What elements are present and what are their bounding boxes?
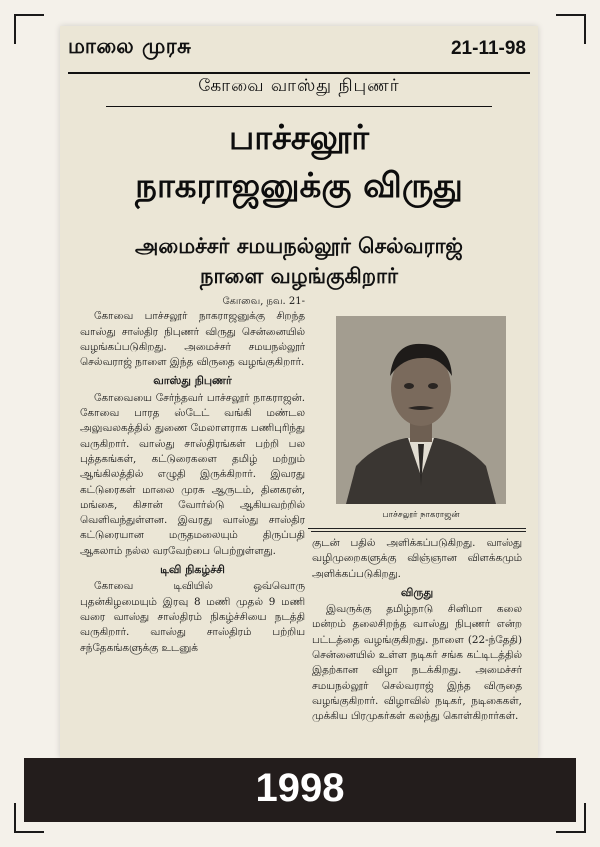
article-paragraph-1: கோவை பாச்சலூர் நாகராஜனுக்கு சிறந்த வாஸ்து சாஸ்திர நிபுணர் விருது சென்னையில் வழங்கப்படுகிறது. அமைச்சர் சமயநல்லூர் செல்வராஜ் நாளை இந்த விருதை வழங்குகிறார். <box>80 310 305 369</box>
headline-line-1: பாச்சலூர் <box>228 118 370 158</box>
portrait-photo <box>336 316 506 504</box>
newspaper-clipping <box>60 26 538 758</box>
column-rule <box>308 528 526 529</box>
headline-line-2: நாகராஜனுக்கு விருது <box>135 166 463 206</box>
dateline: கோவை, நவ. 21- <box>222 296 305 307</box>
column-rule-inner <box>311 531 526 532</box>
article-paragraph-4: குடன் பதில் அளிக்கப்படுகிறது. வாஸ்து வழிமுறைகளுக்கு விஞ்ஞான விளக்கமும் அளிக்கப்படுகிறது. <box>312 537 522 580</box>
frame-corner-top-right <box>556 14 586 44</box>
kicker-rule <box>106 106 492 107</box>
portrait-image <box>336 316 506 504</box>
article-column-left <box>80 294 305 756</box>
subheadline-line-1: அமைச்சர் சமயநல்லூர் செல்வராஜ் <box>135 234 463 258</box>
newspaper-name: மாலை முரசு <box>68 34 192 58</box>
article-column-right <box>312 536 522 758</box>
publication-date: 21-11-98 <box>450 38 526 59</box>
subheadline-line-2: நாளை வழங்குகிறார் <box>200 264 398 288</box>
article-paragraph-2: கோவையை சேர்ந்தவர் பாச்சலூர் நாகராஜன். கோவை பாரத ஸ்டேட் வங்கி மண்டல அலுவலகத்தில் துணை மேலாளராக பணிபுரிந்து வருகிறார். வாஸ்து சாஸ்திரங்கள் பற்றி பல புத்தகங்கள், கட்டுரைகளை தமிழ் மற்றும் ஆங்கிலத்தில் எழுதி இருக்கிறார். இவரது கட்டுரைகள் மாலை முரசு ஆருடம், தினகரன், மங்கை, கிசான் வோர்ல்டு ஆகியவற்றில் வெளிவந்துள்ளன. இவரது வாஸ்து சாஸ்திர கட்டுரையான மருதமலையும் திருப்பதி ஆகலாம் நல்ல வரவேற்பை பெற்றுள்ளது. <box>80 391 305 557</box>
frame-corner-top-left <box>14 14 44 44</box>
year-label: 1998 <box>255 766 345 810</box>
article-paragraph-3: கோவை டிவியில் ஒவ்வொரு புதன்கிழமையும் இரவு 8 மணி முதல் 9 மணி வரை வாஸ்து சாஸ்திரம் நிகழ்ச்சியை நடத்தி வருகிறார். வாஸ்து சாஸ்திரம் பற்றிய சந்தேகங்களுக்கு உடனுக் <box>80 580 305 654</box>
masthead-rule <box>68 72 530 74</box>
subhead-award: விருது <box>400 585 434 599</box>
kicker: கோவை வாஸ்து நிபுணர் <box>198 76 400 96</box>
masthead <box>68 32 530 72</box>
subhead-vastu-expert: வாஸ்து நிபுணர் <box>153 374 232 388</box>
subhead-tv-program: டிவி நிகழ்ச்சி <box>160 563 225 577</box>
year-banner <box>24 758 576 822</box>
photo-caption: பாச்சலூர் நாகராஜன் <box>382 510 460 520</box>
article-paragraph-5: இவருக்கு தமிழ்நாடு சினிமா கலை மன்றம் தலைசிறந்த வாஸ்து நிபுணர் என்ற பட்டத்தை வழங்குகிறது. நாளை (22-ந்தேதி) சென்னையில் உள்ள நடிகர் சங்க கட்டிடத்தில் இதற்கான விழா நடக்கிறது. அமைச்சர் சமயநல்லூர் செல்வராஜ் இந்த விருதை வழங்குகிறார். விழாவில் நடிகர், நடிகைகள், முக்கிய பிரமுகர்கள் கலந்து கொள்கிறார்கள். <box>312 603 522 723</box>
